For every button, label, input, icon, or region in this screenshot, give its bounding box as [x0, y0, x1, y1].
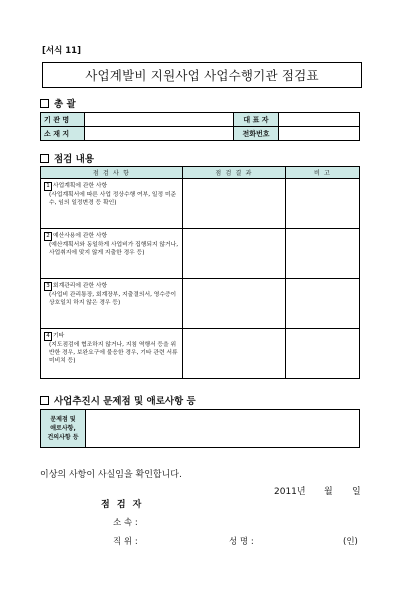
item-title: 사업계획에 관한 사항	[53, 183, 108, 189]
overview-heading	[40, 96, 76, 110]
checkbox-square-icon	[40, 99, 49, 108]
item-detail: (사업비 관리통장, 회계장부, 지출결의서, 영수증이 상호일치 하지 않은 경우 등)	[49, 292, 177, 307]
inspection-heading-text: 점검 내용	[54, 154, 95, 165]
item-detail: (지도점검에 협조하지 않거나, 지침 역행서 등을 위반한 경우, 보완요구에 불응한 경우, 기타 관련 서류 미비치 등)	[49, 342, 178, 365]
remark-cell[interactable]	[286, 329, 360, 379]
column-header: 점 검 결 과	[183, 167, 286, 179]
date-day: 일	[352, 487, 361, 497]
phone-field[interactable]	[279, 127, 360, 141]
phone-label: 전화번호	[234, 127, 279, 141]
item-title: 기타	[53, 333, 65, 339]
date-year: 2011년	[274, 487, 306, 497]
location-label: 소 재 지	[41, 127, 85, 141]
checkbox-square-icon	[40, 154, 49, 163]
issues-label: 문제점 및 애로사항, 건의사항 등	[41, 410, 86, 448]
remark-cell[interactable]	[286, 279, 360, 329]
inspection-heading	[40, 151, 94, 165]
result-cell[interactable]	[183, 329, 286, 379]
column-header: 점 검 사 항	[41, 167, 183, 179]
form-number: [서식 11]	[42, 46, 81, 56]
date-month: 월	[324, 487, 333, 497]
item-number: 1	[44, 182, 52, 191]
result-cell[interactable]	[183, 279, 286, 329]
issues-heading	[40, 393, 196, 407]
page-title-text: 사업계발비 지원사업 사업수행기관 점검표	[85, 68, 319, 83]
remark-cell[interactable]	[286, 229, 360, 279]
item-detail: (예산계획서와 동일하게 사업비가 집행되지 않거나, 사업취지에 맞지 않게 지출한 경우 등)	[49, 242, 179, 257]
item-number: 2	[44, 232, 52, 241]
representative-field[interactable]	[279, 113, 360, 127]
table-row	[41, 179, 360, 229]
overview-table	[40, 112, 360, 141]
remark-cell[interactable]	[286, 179, 360, 229]
item-title: 예산사용에 관한 사항	[53, 233, 108, 239]
position-label: 직 위 :	[113, 537, 138, 547]
column-header: 비 고	[286, 167, 360, 179]
item-number: 3	[44, 282, 52, 291]
item-number: 4	[44, 332, 52, 341]
table-row	[41, 329, 360, 379]
confirmation-text: 이상의 사항이 사실임을 확인합니다.	[40, 470, 182, 480]
org-name-field[interactable]	[85, 113, 234, 127]
overview-heading-text: 총 괄	[54, 99, 76, 110]
inspection-table	[40, 166, 360, 379]
table-row	[41, 279, 360, 329]
representative-label: 대 표 자	[234, 113, 279, 127]
affiliation-label: 소 속 :	[113, 518, 138, 528]
result-cell[interactable]	[183, 179, 286, 229]
checkbox-square-icon	[40, 396, 49, 405]
item-detail: (사업계획서에 따른 사업 정상수행 여부, 일정 미준수, 임의 일정변경 등 확인)	[49, 192, 177, 207]
org-name-label: 기 관 명	[41, 113, 85, 127]
issues-heading-text: 사업추진시 문제점 및 애로사항 등	[54, 396, 196, 407]
seal-mark: (인)	[343, 537, 358, 547]
page-title	[42, 62, 362, 88]
location-field[interactable]	[85, 127, 234, 141]
result-cell[interactable]	[183, 229, 286, 279]
inspector-heading: 점 검 자	[101, 500, 144, 510]
issues-field[interactable]	[86, 410, 360, 448]
table-row	[41, 229, 360, 279]
name-label: 성 명 :	[229, 537, 254, 547]
issues-table	[40, 409, 360, 448]
item-title: 회계관리에 관한 사항	[53, 283, 108, 289]
